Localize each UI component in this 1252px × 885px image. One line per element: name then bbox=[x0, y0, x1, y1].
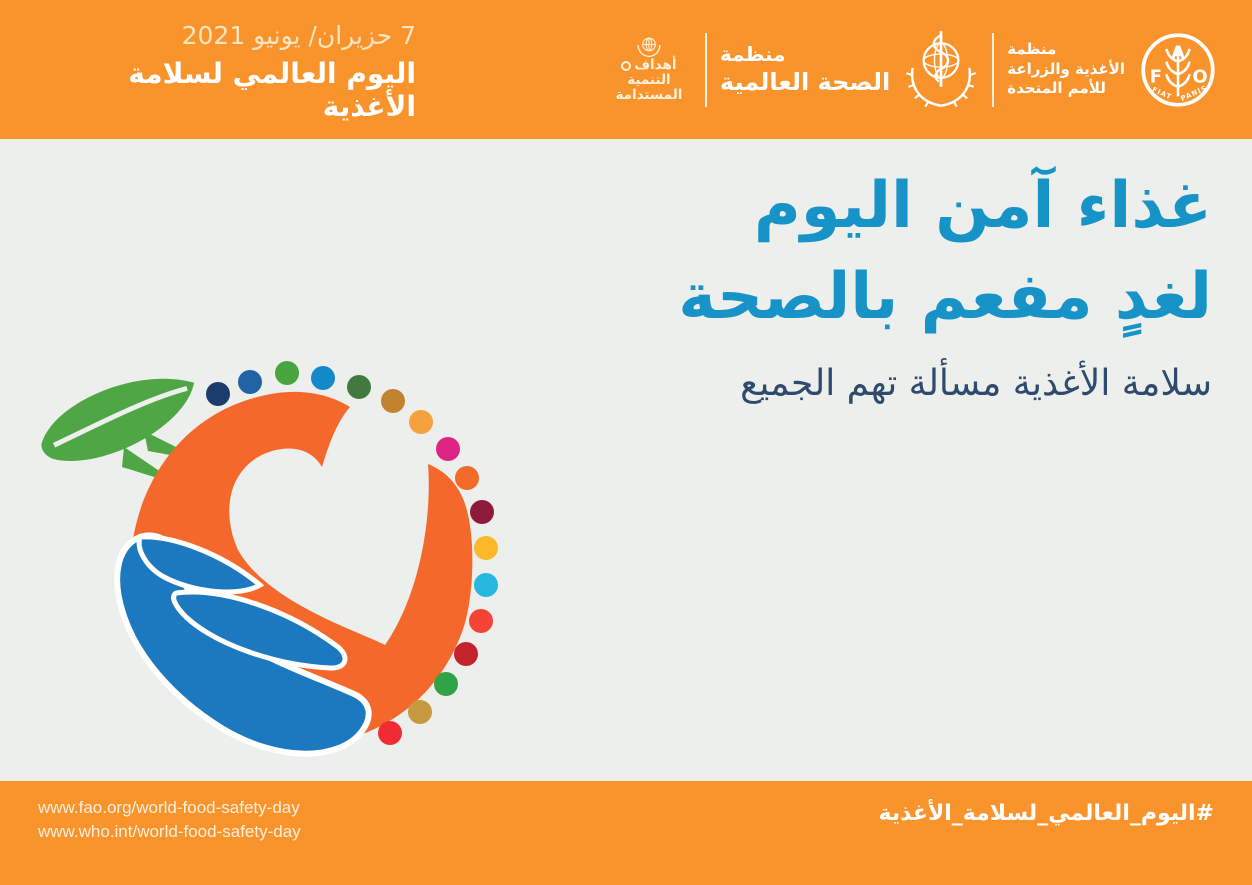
sdg-dot bbox=[469, 609, 493, 633]
who-logo-line1: منظمة bbox=[719, 42, 786, 66]
campaign-hashtag: #اليوم_العالمي_لسلامة_الأغذية bbox=[878, 801, 1214, 826]
sdg-dot bbox=[275, 361, 299, 385]
who-emblem-icon bbox=[903, 28, 979, 112]
fao-motto-fiat: FIAT bbox=[1150, 85, 1174, 101]
event-date: 7 حزيران/ يونيو 2021 bbox=[181, 21, 416, 50]
fao-url: www.fao.org/world-food-safety-day bbox=[38, 798, 300, 817]
sdg-dot bbox=[347, 375, 371, 399]
fao-logo-line2: الأغذية والزراعة bbox=[1007, 59, 1125, 78]
wfsd-logo bbox=[28, 335, 503, 760]
headline-line2: لغدٍ مفعم بالصحة bbox=[678, 259, 1212, 334]
footer-band bbox=[0, 781, 1252, 885]
logo-divider bbox=[992, 33, 994, 107]
who-logo-text bbox=[720, 42, 890, 97]
sdg-logo-line2: التنمية bbox=[627, 72, 671, 88]
fao-logo-line3: للأمم المتحدة bbox=[1007, 79, 1106, 98]
campaign-message bbox=[678, 161, 1212, 404]
sdg-logo bbox=[606, 36, 692, 103]
sdg-dot bbox=[474, 573, 498, 597]
sdg-logo-word: أهداف bbox=[634, 57, 677, 73]
logo-divider bbox=[705, 33, 707, 107]
sdg-dot bbox=[206, 382, 230, 406]
sdg-dot bbox=[470, 500, 494, 524]
sdg-dot bbox=[434, 672, 458, 696]
sdg-logo-line3: المستدامة bbox=[615, 87, 683, 103]
sdg-dot bbox=[409, 410, 433, 434]
event-heading bbox=[38, 21, 416, 123]
fao-logo-line1: منظمة bbox=[1007, 40, 1057, 59]
event-title: اليوم العالمي لسلامة الأغذية bbox=[128, 57, 416, 123]
fao-logo-text bbox=[1007, 40, 1125, 99]
campaign-urls bbox=[38, 796, 301, 885]
sdg-ring-icon bbox=[621, 61, 631, 71]
sdg-dot bbox=[238, 370, 262, 394]
who-url: www.who.int/world-food-safety-day bbox=[38, 822, 301, 841]
main-area bbox=[0, 139, 1252, 781]
fao-letter-f: F bbox=[1149, 66, 1163, 88]
fao-emblem-icon bbox=[1138, 30, 1218, 110]
sdg-dot bbox=[378, 721, 402, 745]
fao-letter-a: A bbox=[1171, 41, 1185, 63]
header-band bbox=[0, 0, 1252, 139]
sdg-dot bbox=[408, 700, 432, 724]
campaign-subtitle: سلامة الأغذية مسألة تهم الجميع bbox=[740, 362, 1212, 404]
fao-letter-o: O bbox=[1192, 66, 1208, 88]
sdg-dot bbox=[455, 466, 479, 490]
sdg-dot bbox=[474, 536, 498, 560]
sdg-dot bbox=[311, 366, 335, 390]
sdg-logo-line1 bbox=[621, 58, 676, 73]
fao-motto-panis: PANIS bbox=[1179, 83, 1209, 103]
partner-logos bbox=[606, 0, 1218, 139]
headline-line1: غذاء آمن اليوم bbox=[753, 169, 1212, 243]
sdg-dot bbox=[381, 389, 405, 413]
un-emblem-icon bbox=[634, 36, 664, 58]
sdg-dot bbox=[454, 642, 478, 666]
sdg-dot bbox=[436, 437, 460, 461]
who-logo-line2: الصحة العالمية bbox=[719, 68, 891, 96]
